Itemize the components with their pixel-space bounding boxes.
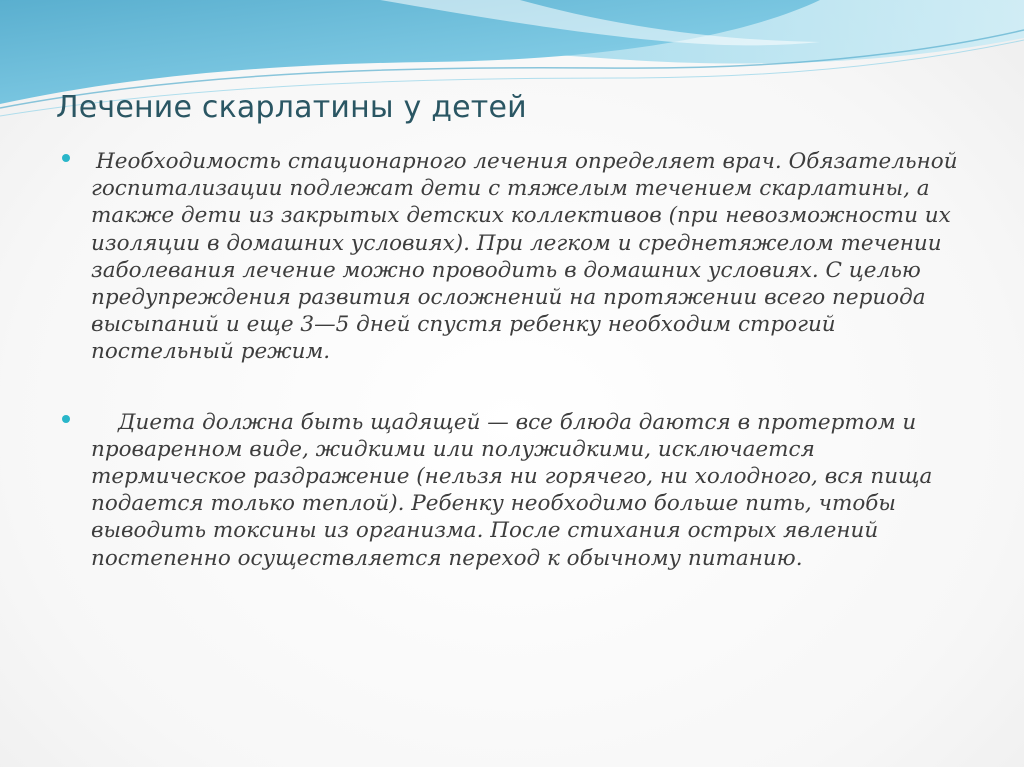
bullet-list <box>62 148 962 615</box>
bullet-item <box>62 409 962 572</box>
bullet-text: Диета должна быть щадящей — все блюда даются в протертом и проваренном виде, жидкими или полужидкими, исключается термическое раздражение (нельзя ни горячего, ни холодного, вся пища подается только теплой). Ребенку необходимо больше пить, чтобы выводить токсины из организма. После стихания острых явлений постепенно осуществляется переход к обычному питанию. <box>91 409 933 571</box>
round-bullet-icon <box>62 415 70 423</box>
bullet-text: Необходимость стационарного лечения определяет врач. Обязательной госпитализации подлежат дети с тяжелым течением скарлатины, а также дети из закрытых детских коллективов (при невозможности их изоляции в домашних условиях). При легком и среднетяжелом течении заболевания лечение можно проводить в домашних условиях. С целью предупреждения развития осложнений на протяжении всего периода высыпаний и еще 3—5 дней спустя ребенку необходим строгий постельный режим. <box>91 149 958 365</box>
round-bullet-icon <box>62 154 70 162</box>
slide-title: Лечение скарлатины у детей <box>56 90 527 125</box>
bullet-item <box>62 148 962 366</box>
